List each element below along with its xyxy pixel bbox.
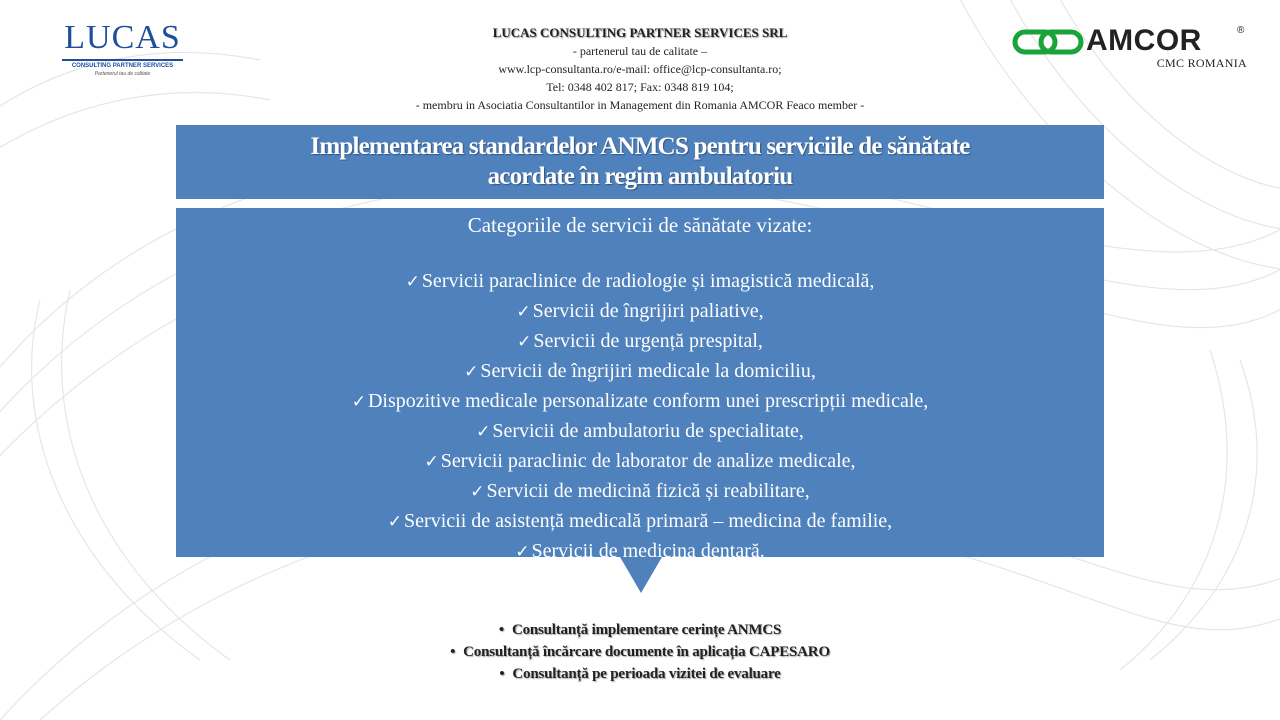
list-item [390,619,890,641]
list-item [176,447,1104,477]
check-icon: ✓ [387,512,403,532]
bullet-icon: • [450,644,456,660]
service-label: Servicii de îngrijiri paliative, [532,300,764,322]
service-label: Servicii de medicină fizică și reabilitare, [486,480,810,502]
list-item [176,507,1104,537]
check-icon: ✓ [405,272,420,292]
list-item [390,663,890,685]
lucas-logo-subtitle: CONSULTING PARTNER SERVICES [71,63,174,69]
consulting-label: Consultanță implementare cerințe ANMCS [511,622,782,638]
check-icon: ✓ [515,542,530,562]
amcor-logo-subtitle: CMC ROMANIA [1156,56,1247,70]
amcor-logo [1012,25,1252,73]
check-icon: ✓ [424,452,439,472]
lucas-logo-word: LUCAS [64,19,181,56]
page-title-line-2: acordate în regim ambulatoriu [487,163,793,190]
list-item [176,357,1104,387]
services-box [176,208,1104,562]
company-tagline: - partenerul tau de calitate – [572,44,708,58]
check-icon: ✓ [517,332,532,352]
lucas-logo-underline [62,59,183,61]
service-label: Servicii de asistență medicală primară – medicina de familie, [404,510,893,532]
service-label: Servicii de ambulatoriu de specialitate, [492,420,804,442]
list-item [176,297,1104,327]
list-item [176,327,1104,357]
service-label: Servicii paraclinic de laborator de analize medicale, [440,450,856,472]
registered-mark: ® [1237,25,1245,36]
service-label: Servicii paraclinice de radiologie și imagistică medicală, [421,270,875,292]
pointer-triangle [620,557,662,593]
list-item [176,267,1104,297]
list-item [176,477,1104,507]
consulting-label: Consultanță încărcare documente în aplicația CAPESARO [463,644,830,660]
page-title-line-1: Implementarea standardelor ANMCS pentru serviciile de sănătate [310,133,970,160]
check-icon: ✓ [464,362,479,382]
check-icon: ✓ [470,482,485,502]
check-icon: ✓ [476,422,491,442]
contact-phone-fax: Tel: 0348 402 817; Fax: 0348 819 104; [546,80,734,94]
membership-note: - membru in Asociatia Consultantilor in Management din Romania AMCOR Feaco member - [415,98,865,112]
list-item [176,417,1104,447]
lucas-logo [60,20,185,80]
consulting-list [390,619,890,685]
service-label: Dispozitive medicale personalizate conform unei prescripții medicale, [367,390,929,412]
amcor-chain-link-icon [1012,29,1086,55]
title-box [176,125,1104,199]
services-heading: Categoriile de servicii de sănătate vizate: [467,213,813,237]
company-name: LUCAS CONSULTING PARTNER SERVICES SRL [492,25,788,40]
consulting-label: Consultanță pe perioada vizitei de evaluare [512,666,781,682]
check-icon: ✓ [351,392,366,412]
contact-web-email: www.lcp-consultanta.ro/e-mail: office@lcp-consultanta.ro; [498,62,782,76]
company-header [300,24,980,114]
lucas-logo-tagline: Partenerul tau de calitate [94,71,151,77]
page-title [190,132,1090,192]
bullet-icon: • [498,622,504,638]
service-label: Servicii de medicina dentară. [531,540,765,562]
bullet-icon: • [499,666,505,682]
list-item [390,641,890,663]
list-item [176,387,1104,417]
service-label: Servicii de urgență prespital, [533,330,763,352]
services-list [176,267,1104,567]
check-icon: ✓ [516,302,531,322]
service-label: Servicii de îngrijiri medicale la domiciliu, [480,360,816,382]
amcor-logo-word: AMCOR [1086,24,1202,57]
